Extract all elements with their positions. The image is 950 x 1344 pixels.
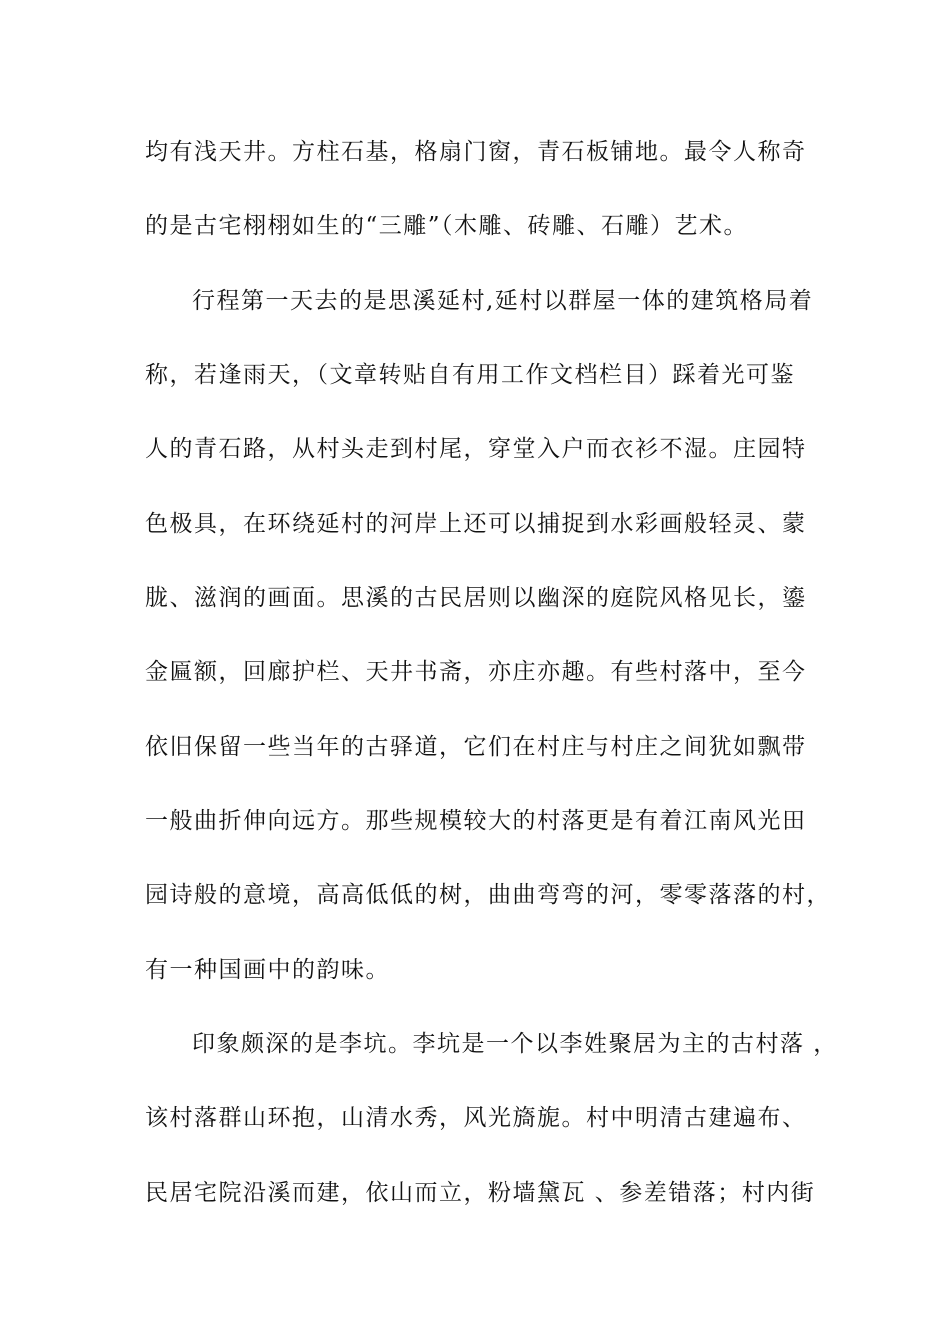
paragraph-start-line: 印象颇深的是李坑。李坑是一个以李姓聚居为主的古村落 ，: [192, 1031, 838, 1057]
text-line: 依旧保留一些当年的古驿道，它们在村庄与村庄之间犹如飘带: [145, 734, 807, 760]
text-line: 均有浅天井。方柱石基，格扇门窗，青石板铺地。最令人称奇: [145, 139, 807, 165]
text-line: 民居宅院沿溪而建，依山而立，粉墙黛瓦 、参差错落；村内街: [145, 1180, 816, 1206]
text-line: 的是古宅栩栩如生的“三雕”（木雕、砖雕、石雕）艺术。: [145, 213, 749, 239]
text-line: 人的青石路，从村头走到村尾，穿堂入户而衣衫不湿。庄园特: [145, 436, 807, 462]
text-line: 色极具，在环绕延村的河岸上还可以捕捉到水彩画般轻灵、蒙: [145, 511, 807, 537]
text-line: 称，若逢雨天，（文章转贴自有用工作文档栏目）踩着光可鉴: [145, 362, 795, 388]
text-line: 金匾额，回廊护栏、天井书斋，亦庄亦趣。有些村落中，至今: [145, 659, 807, 685]
text-line: 有一种国画中的韵味。: [145, 957, 390, 983]
text-line: 胧、滋润的画面。思溪的古民居则以幽深的庭院风格见长，鎏: [145, 585, 807, 611]
text-line: 一般曲折伸向远方。那些规模较大的村落更是有着江南风光田: [145, 808, 807, 834]
text-line: 该村落群山环抱，山清水秀，风光旖旎。村中明清古建遍布、: [145, 1105, 807, 1131]
text-line: 园诗般的意境，高高低低的树，曲曲弯弯的河，零零落落的村，: [145, 882, 831, 908]
paragraph-start-line: 行程第一天去的是思溪延村,延村以群屋一体的建筑格局着: [192, 288, 814, 314]
